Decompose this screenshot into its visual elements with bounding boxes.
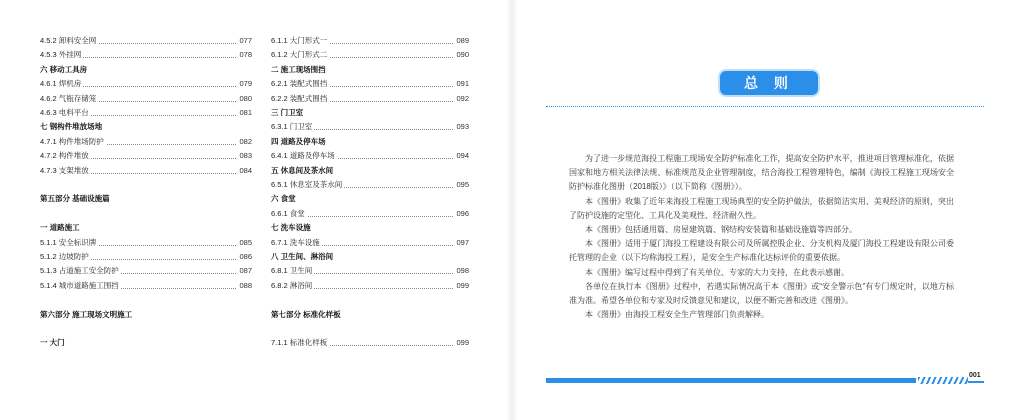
toc-entry-page: 098	[456, 266, 469, 276]
toc-entry-title: 6.1.1 大门形式一	[271, 36, 328, 45]
toc-entry-title: 5.1.1 安全标识牌	[40, 237, 97, 247]
toc-entry-page: 097	[456, 237, 469, 247]
toc-entry-title: 5.1.3 占道施工安全防护	[40, 266, 119, 276]
section-title: 总 则	[720, 71, 818, 95]
footer-stripes	[918, 377, 968, 384]
toc-entry-page: 096	[456, 208, 469, 218]
toc-heading: 五 休息间及茶水间	[271, 165, 334, 175]
toc-entry-title: 6.2.2 装配式围挡	[271, 93, 328, 103]
toc-entry-title: 6.8.2 淋浴间	[271, 280, 313, 290]
page-number-underline	[968, 381, 984, 383]
body-paragraph: 本《图册》适用于厦门海投工程建设有限公司及所属控股企业、分支机构及厦门海投工程建设有限公司委托管理的企业（以下均称海投工程），是安全生产标准化达标评价的重要依据。	[569, 239, 954, 263]
toc-entry-page: 080	[239, 93, 252, 103]
toc-heading: 第七部分 标准化样板	[271, 309, 341, 319]
toc-entry-page: 086	[239, 252, 252, 261]
toc-entry-page: 077	[239, 36, 252, 45]
toc-entry-title: 5.1.2 边坡防护	[40, 252, 89, 261]
toc-heading: 第五部分 基础设施篇	[40, 194, 110, 204]
toc-entry-page: 078	[239, 50, 252, 60]
toc-entry-title: 4.6.2 气瓶存储笼	[40, 93, 97, 103]
toc-entry-page: 090	[456, 50, 469, 60]
toc-entry-title: 4.6.3 电料平台	[40, 108, 89, 117]
toc-entry-title: 6.2.1 装配式围挡	[271, 79, 328, 89]
toc-entry-title: 7.1.1 标准化样板	[271, 338, 328, 348]
toc-heading: 三 门卫室	[271, 108, 304, 117]
toc-entry-page: 087	[239, 266, 252, 276]
toc-entry-page: 089	[456, 36, 469, 45]
toc-entry-title: 6.1.2 大门形式二	[271, 50, 328, 60]
footer-bar	[546, 378, 916, 383]
toc-entry-page: 082	[239, 136, 252, 146]
toc-heading: 第六部分 施工现场文明施工	[40, 309, 133, 319]
toc-entry-title: 4.7.1 构件堆场防护	[40, 136, 104, 146]
toc-entry-title: 6.6.1 食堂	[271, 208, 305, 218]
toc-entry-title: 4.7.3 支架堆放	[40, 165, 89, 175]
toc-entry-page: 081	[239, 108, 252, 117]
toc-heading: 七 洗车设施	[271, 223, 311, 233]
toc-heading: 一 大门	[40, 338, 65, 348]
toc-entry-title: 6.3.1 门卫室	[271, 122, 313, 132]
toc-entry-page: 083	[239, 151, 252, 161]
toc-entry-title: 5.1.4 城市道路施工围挡	[40, 280, 119, 290]
toc-heading: 四 道路及停车场	[271, 136, 326, 146]
toc-heading: 六 食堂	[271, 194, 296, 204]
toc-entry-page: 094	[456, 151, 469, 161]
toc-heading: 一 道路施工	[40, 223, 80, 233]
toc-entry-page: 091	[456, 79, 469, 89]
toc-entry-page: 099	[456, 338, 469, 348]
toc-entry-title: 4.5.3 外挂网	[40, 50, 82, 60]
toc-entry-title: 4.5.2 卸料安全网	[40, 36, 97, 45]
toc-entry-title: 6.8.1 卫生间	[271, 266, 313, 276]
toc-entry-page: 092	[456, 93, 469, 103]
body-paragraph: 本《图册》编写过程中得到了有关单位、专家的大力支持，在此表示感谢。	[585, 267, 849, 277]
toc-heading: 八 卫生间、淋浴间	[271, 252, 334, 261]
page-number: 001	[969, 372, 981, 379]
toc-entry-page: 093	[456, 122, 469, 132]
toc-entry-title: 6.5.1 休息室及茶水间	[271, 180, 343, 189]
toc-heading: 六 移动工具房	[40, 64, 88, 74]
toc-entry-title: 6.4.1 道路及停车场	[271, 151, 335, 161]
toc-entry-page: 088	[239, 280, 252, 290]
title-divider	[546, 106, 984, 107]
toc-entry-title: 4.6.1 焊机房	[40, 79, 82, 89]
toc-heading: 七 钢构件堆放场地	[40, 122, 103, 132]
toc-entry-page: 079	[239, 79, 252, 89]
toc-entry-page: 099	[456, 280, 469, 290]
body-paragraph: 各单位在执行本《图册》过程中，若遇实际情况高于本《图册》或“安全警示色”有专门规定时，以地方标准为准。希望各单位和专家及时反馈意见和建议，以便不断完善和改进《图册》。	[569, 281, 954, 306]
toc-entry-title: 4.7.2 构件堆放	[40, 151, 89, 161]
general-principles-page	[512, 0, 1024, 420]
toc-entry-title: 6.7.1 洗车设施	[271, 237, 320, 247]
body-text	[569, 152, 954, 322]
toc-heading: 二 施工现场围挡	[271, 64, 326, 74]
toc-entry-page: 085	[239, 237, 252, 247]
body-paragraph: 本《图册》收集了近年来海投工程施工现场典型的安全防护做法，依据简洁实用、美观经济的原则，突出了防护设施的定型化、工具化及美观性、经济耐久性。	[569, 196, 954, 220]
toc-entry-page: 084	[239, 165, 252, 175]
body-paragraph: 本《图册》由海投工程安全生产管理部门负责解释。	[585, 310, 769, 320]
body-paragraph: 本《图册》包括通用篇、房屋建筑篇、钢结构安装篇和基础设施篇等四部分。	[585, 225, 857, 235]
toc-entry-page: 095	[456, 180, 469, 189]
body-paragraph: 为了进一步规范海投工程施工现场安全防护标准化工作，提高安全防护水平，推进项目管理标准化，依据国家和地方相关法律法规、标准规范及企业管理制度，结合海投工程管理特色，编制《海投工程施工现场安全防护标准化图册（2018版）》（以下简称《图册》）。	[569, 154, 954, 192]
